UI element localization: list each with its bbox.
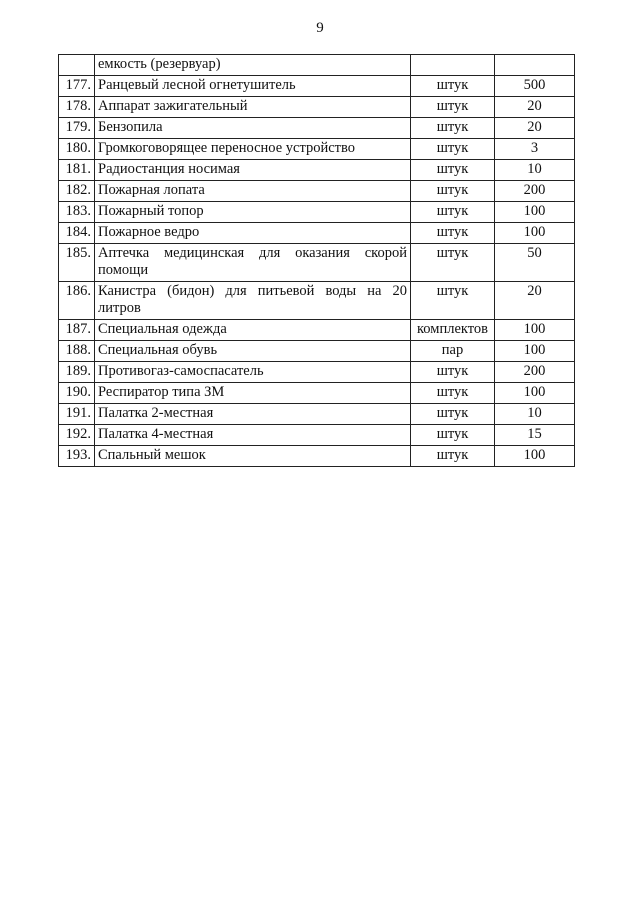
item-quantity: 500	[495, 76, 575, 97]
item-name: Ранцевый лесной огнетушитель	[95, 76, 411, 97]
item-quantity: 15	[495, 425, 575, 446]
item-name: Радиостанция носимая	[95, 160, 411, 181]
row-number: 187.	[59, 320, 95, 341]
item-quantity: 100	[495, 341, 575, 362]
item-name: Противогаз-самоспасатель	[95, 362, 411, 383]
table-row	[59, 223, 575, 244]
row-number: 189.	[59, 362, 95, 383]
item-quantity: 100	[495, 383, 575, 404]
item-quantity: 10	[495, 160, 575, 181]
row-number: 191.	[59, 404, 95, 425]
item-unit: штук	[411, 223, 495, 244]
item-unit: комплектов	[411, 320, 495, 341]
row-number: 178.	[59, 97, 95, 118]
item-name: Палатка 4-местная	[95, 425, 411, 446]
item-unit: штук	[411, 383, 495, 404]
item-unit: штук	[411, 244, 495, 282]
table-row	[59, 362, 575, 383]
item-unit: штук	[411, 97, 495, 118]
equipment-table	[58, 54, 575, 467]
item-quantity: 100	[495, 446, 575, 467]
row-number: 182.	[59, 181, 95, 202]
item-name: Аптечка медицинская для оказания скорой помощи	[95, 244, 411, 282]
item-quantity: 20	[495, 118, 575, 139]
table-row	[59, 139, 575, 160]
row-number: 183.	[59, 202, 95, 223]
item-quantity: 200	[495, 181, 575, 202]
item-quantity: 100	[495, 202, 575, 223]
row-number: 184.	[59, 223, 95, 244]
item-unit	[411, 55, 495, 76]
table-row	[59, 425, 575, 446]
table-row	[59, 55, 575, 76]
table-row	[59, 320, 575, 341]
item-unit: штук	[411, 181, 495, 202]
item-unit: штук	[411, 404, 495, 425]
row-number: 179.	[59, 118, 95, 139]
row-number: 192.	[59, 425, 95, 446]
row-number: 193.	[59, 446, 95, 467]
item-name: Пожарное ведро	[95, 223, 411, 244]
row-number: 190.	[59, 383, 95, 404]
item-unit: штук	[411, 160, 495, 181]
item-name: Громкоговорящее переносное устройство	[95, 139, 411, 160]
table-row	[59, 160, 575, 181]
table-row	[59, 76, 575, 97]
row-number	[59, 55, 95, 76]
item-name: Специальная одежда	[95, 320, 411, 341]
table-row	[59, 341, 575, 362]
table-row	[59, 244, 575, 282]
table-row	[59, 282, 575, 320]
item-quantity: 20	[495, 282, 575, 320]
item-quantity: 50	[495, 244, 575, 282]
item-quantity	[495, 55, 575, 76]
item-name: Палатка 2-местная	[95, 404, 411, 425]
item-name: Канистра (бидон) для питьевой воды на 20 литров	[95, 282, 411, 320]
row-number: 185.	[59, 244, 95, 282]
item-unit: штук	[411, 425, 495, 446]
table-row	[59, 202, 575, 223]
table-row	[59, 446, 575, 467]
item-unit: штук	[411, 118, 495, 139]
page-number: 9	[316, 20, 324, 36]
item-unit: штук	[411, 362, 495, 383]
item-quantity: 10	[495, 404, 575, 425]
item-quantity: 3	[495, 139, 575, 160]
item-name: Спальный мешок	[95, 446, 411, 467]
item-quantity: 20	[495, 97, 575, 118]
table-row	[59, 181, 575, 202]
item-name: Пожарный топор	[95, 202, 411, 223]
item-name: Аппарат зажигательный	[95, 97, 411, 118]
table-row	[59, 404, 575, 425]
item-name: Бензопила	[95, 118, 411, 139]
item-unit: штук	[411, 202, 495, 223]
table-row	[59, 97, 575, 118]
item-unit: штук	[411, 139, 495, 160]
item-name: Пожарная лопата	[95, 181, 411, 202]
item-name: емкость (резервуар)	[95, 55, 411, 76]
item-unit: штук	[411, 76, 495, 97]
row-number: 186.	[59, 282, 95, 320]
item-unit: штук	[411, 446, 495, 467]
row-number: 180.	[59, 139, 95, 160]
equipment-table-body	[59, 55, 575, 467]
table-row	[59, 118, 575, 139]
item-quantity: 200	[495, 362, 575, 383]
item-name: Специальная обувь	[95, 341, 411, 362]
item-quantity: 100	[495, 320, 575, 341]
table-row	[59, 383, 575, 404]
item-unit: штук	[411, 282, 495, 320]
row-number: 188.	[59, 341, 95, 362]
row-number: 181.	[59, 160, 95, 181]
item-unit: пар	[411, 341, 495, 362]
item-name: Респиратор типа ЗМ	[95, 383, 411, 404]
item-quantity: 100	[495, 223, 575, 244]
row-number: 177.	[59, 76, 95, 97]
